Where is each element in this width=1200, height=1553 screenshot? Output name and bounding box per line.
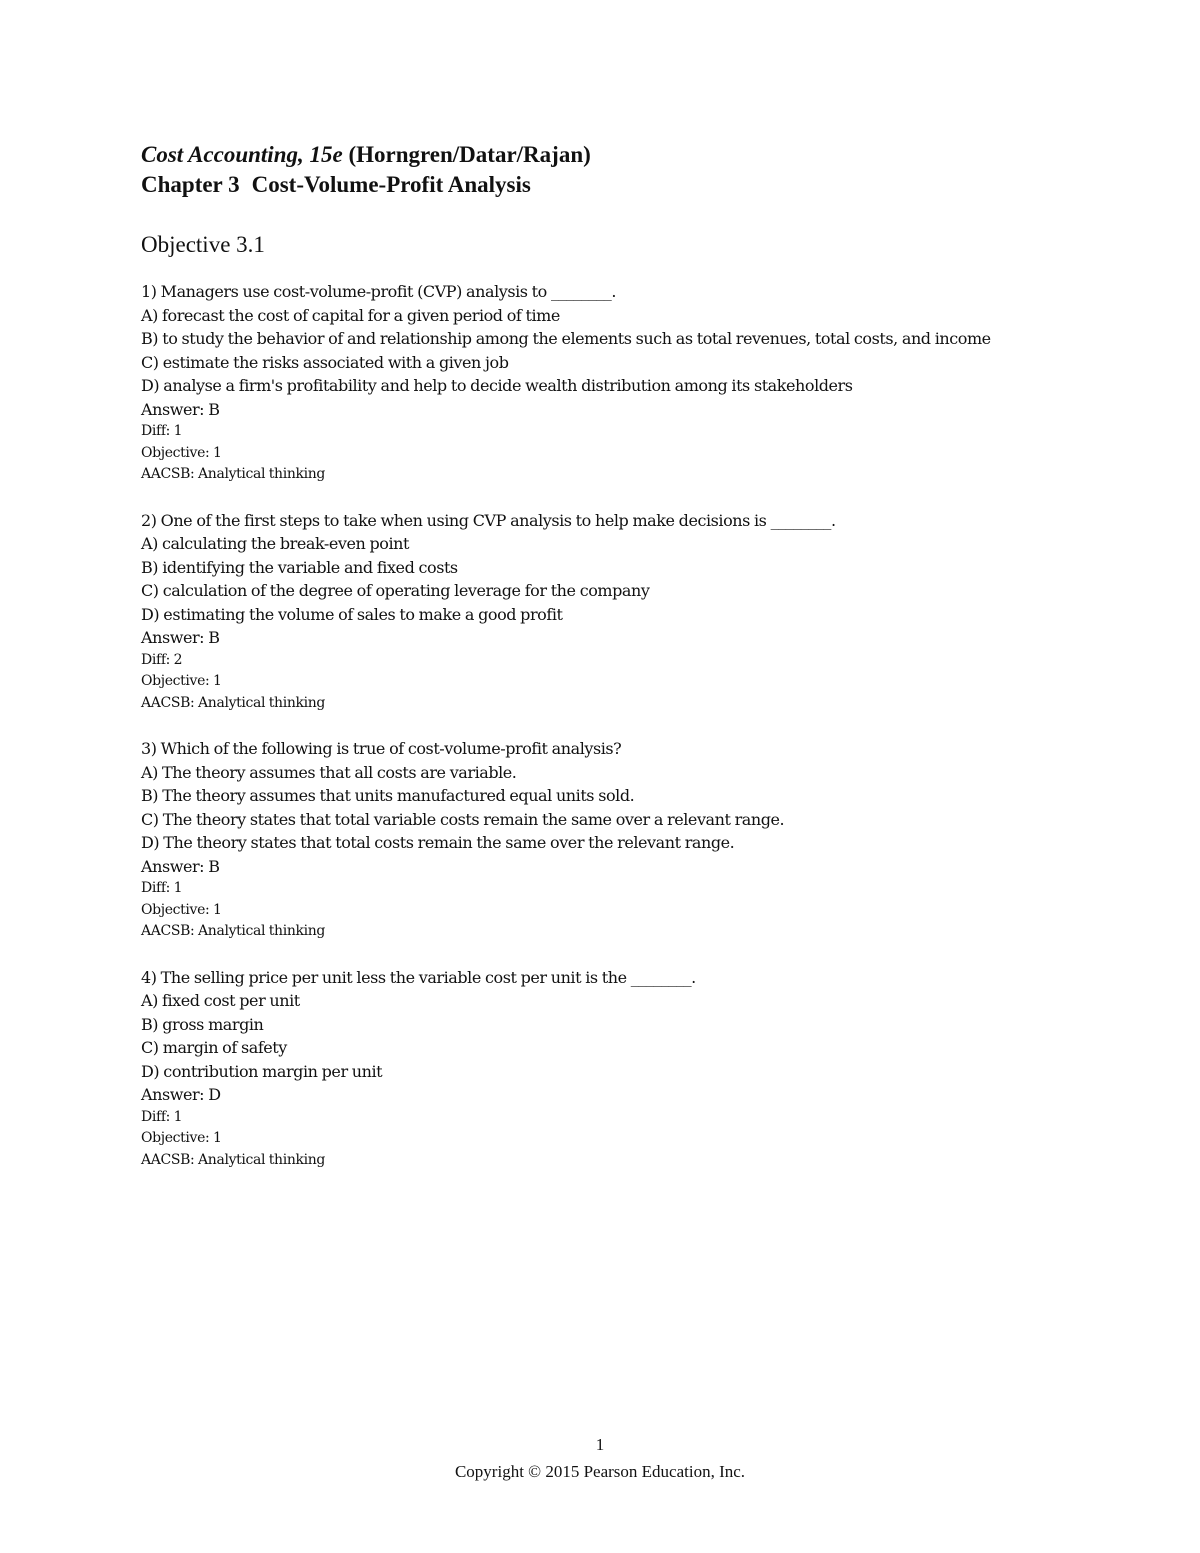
- aacsb-line: AACSB: Analytical thinking: [141, 1151, 326, 1168]
- question-stem: 3) Which of the following is true of cost-volume-profit analysis?: [141, 739, 622, 758]
- answer-line: Answer: D: [141, 1085, 221, 1104]
- book-title-line: [141, 140, 1041, 170]
- chapter-title: Cost-Volume-Profit Analysis: [251, 172, 531, 197]
- option-a: A) The theory assumes that all costs are variable.: [141, 762, 517, 782]
- page-content: [141, 140, 1041, 1194]
- option-b: B) gross margin: [141, 1014, 264, 1034]
- question-2: [141, 509, 1041, 715]
- objective-heading: Objective 3.1: [141, 232, 265, 257]
- answer-line: Answer: B: [141, 856, 220, 876]
- aacsb-line: AACSB: Analytical thinking: [141, 466, 326, 482]
- objective-line: Objective: 1: [141, 444, 222, 461]
- question-1: [141, 280, 1041, 486]
- objective-line: Objective: 1: [141, 673, 222, 689]
- difficulty-line: Diff: 1: [141, 880, 183, 896]
- answer-line: Answer: B: [141, 628, 220, 647]
- page-number: 1: [595, 1435, 605, 1454]
- option-a: A) calculating the break-even point: [141, 534, 409, 553]
- question-stem: 2) One of the first steps to take when using CVP analysis to help make decisions is ________.: [141, 510, 836, 530]
- option-b: B) to study the behavior of and relationship among the elements such as total revenues, total costs, and income: [141, 329, 991, 348]
- option-b: B) The theory assumes that units manufactured equal units sold.: [141, 786, 635, 805]
- option-c: C) margin of safety: [141, 1038, 287, 1057]
- option-d: D) contribution margin per unit: [141, 1061, 383, 1081]
- option-c: C) calculation of the degree of operating leverage for the company: [141, 581, 650, 600]
- objective-line: Objective: 1: [141, 1130, 222, 1146]
- option-d: D) analyse a firm's profitability and help to decide wealth distribution among its stakeholders: [141, 376, 853, 395]
- option-a: A) fixed cost per unit: [141, 991, 300, 1010]
- question-list: [141, 280, 1041, 1171]
- book-authors: (Horngren/Datar/Rajan): [348, 142, 591, 167]
- aacsb-line: AACSB: Analytical thinking: [141, 923, 326, 939]
- option-d: D) estimating the volume of sales to make a good profit: [141, 604, 563, 624]
- option-c: C) The theory states that total variable costs remain the same over a relevant range.: [141, 809, 785, 829]
- option-a: A) forecast the cost of capital for a given period of time: [141, 305, 560, 325]
- question-3: [141, 737, 1041, 943]
- copyright-notice: Copyright © 2015 Pearson Education, Inc.: [454, 1462, 746, 1481]
- answer-line: Answer: B: [141, 399, 220, 419]
- difficulty-line: Diff: 1: [141, 423, 183, 439]
- chapter-title-line: [141, 170, 1041, 200]
- difficulty-line: Diff: 1: [141, 1108, 183, 1125]
- objective-line: Objective: 1: [141, 901, 222, 918]
- option-b: B) identifying the variable and fixed costs: [141, 557, 458, 577]
- option-d: D) The theory states that total costs remain the same over the relevant range.: [141, 833, 735, 852]
- option-c: C) estimate the risks associated with a given job: [141, 352, 509, 372]
- aacsb-line: AACSB: Analytical thinking: [141, 694, 326, 711]
- difficulty-line: Diff: 2: [141, 651, 183, 668]
- book-title: Cost Accounting, 15e: [141, 142, 343, 167]
- question-stem: 1) Managers use cost-volume-profit (CVP) analysis to ________.: [141, 282, 616, 301]
- question-stem: 4) The selling price per unit less the variable cost per unit is the ________.: [141, 967, 696, 987]
- question-4: [141, 966, 1041, 1172]
- chapter-number: Chapter 3: [141, 172, 240, 197]
